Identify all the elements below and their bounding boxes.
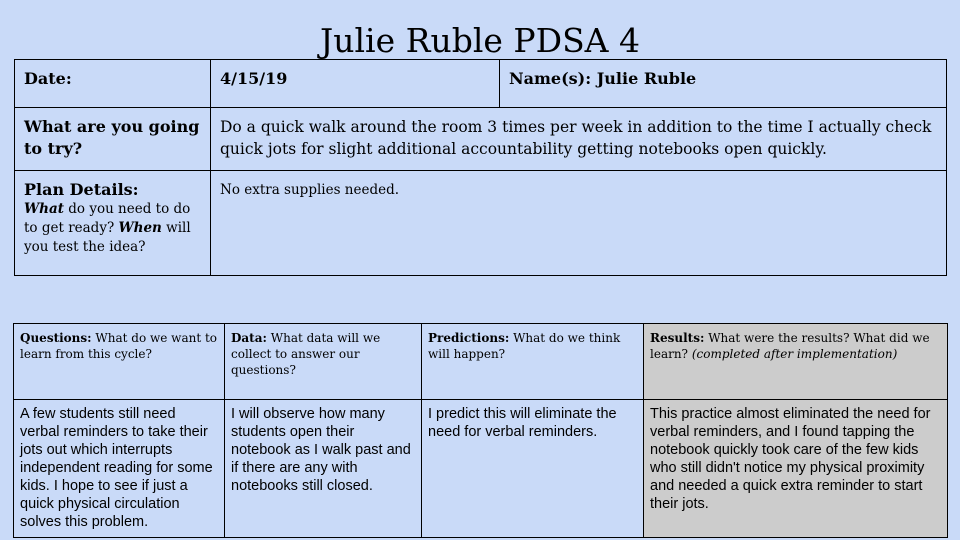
results-header [644, 324, 948, 400]
try-label: What are you going to try? [15, 108, 211, 171]
what-emphasis: What [24, 201, 64, 217]
predictions-header [422, 324, 644, 400]
questions-prompt: What do we want to learn from this cycle? [20, 331, 218, 361]
data-prompt: What data will we collect to answer our questions? [231, 331, 381, 377]
cycle-table [13, 323, 948, 538]
data-label: Data: [231, 331, 267, 345]
predictions-prompt: What do we think will happen? [428, 331, 621, 361]
plan-table [14, 59, 947, 276]
try-value: Do a quick walk around the room 3 times per week in addition to the time I actually check quick jots for slight additional accountability getting notebooks open quickly. [211, 108, 947, 171]
predictions-answer: I predict this will eliminate the need for verbal reminders. [422, 400, 644, 538]
page-title: Julie Ruble PDSA 4 [320, 21, 640, 60]
questions-header [14, 324, 225, 400]
data-header [225, 324, 422, 400]
results-answer: This practice almost eliminated the need for verbal reminders, and I found tapping the notebook quickly took care of the few kids who still didn't notice my physical proximity and needed a quick extra reminder to start their jots. [644, 400, 948, 538]
plan-details-cell [15, 171, 211, 276]
plan-details-value: No extra supplies needed. [211, 171, 947, 276]
predictions-label: Predictions: [428, 331, 510, 345]
questions-answer: A few students still need verbal reminders to take their jots out which interrupts independent reading for some kids. I hope to see if just a quick physical circulation solves this problem. [14, 400, 225, 538]
data-answer: I will observe how many students open their notebook as I walk past and if there are any with notebooks still closed. [225, 400, 422, 538]
results-prompt: What were the results? What did we learn? [650, 331, 930, 361]
prompt-part-4: will you test the idea? [24, 220, 191, 255]
results-label: Results: [650, 331, 705, 345]
prompt-part-2: do you need to do to get ready? [24, 201, 191, 236]
questions-label: Questions: [20, 331, 92, 345]
date-label: Date: [15, 60, 211, 108]
when-emphasis: When [118, 220, 162, 236]
date-value: 4/15/19 [211, 60, 500, 108]
plan-details-label: Plan Details: [24, 180, 139, 199]
results-note: (completed after implementation) [691, 347, 898, 361]
names-field: Name(s): Julie Ruble [500, 60, 947, 108]
plan-details-prompt [24, 200, 201, 257]
